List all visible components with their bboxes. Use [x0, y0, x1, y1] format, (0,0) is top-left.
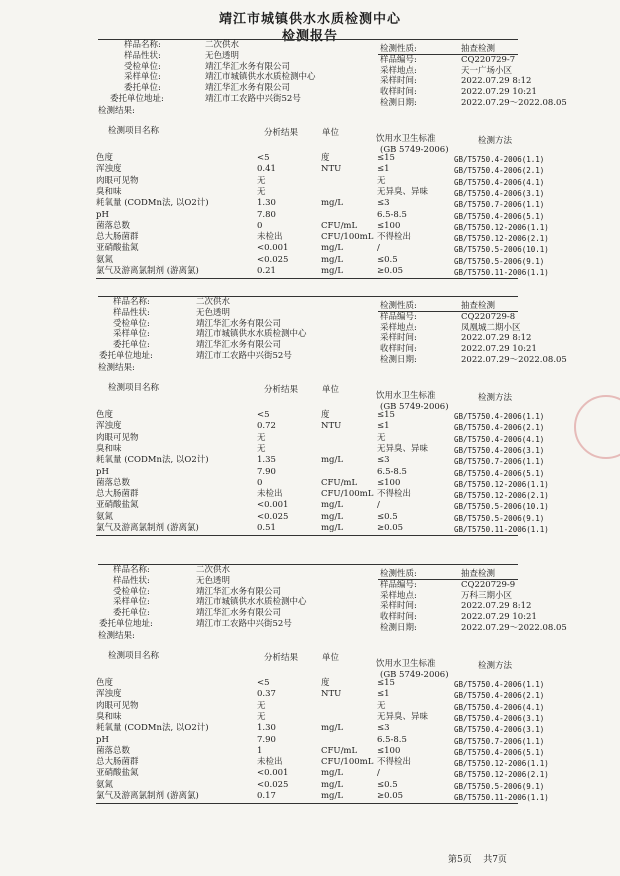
value-client-unit: 靖江华汇水务有限公司: [196, 340, 282, 351]
value-sample-no: CQ220729-8: [461, 311, 516, 322]
row-item: 肉眼可见物: [96, 432, 139, 443]
row-item: 氨氮: [96, 511, 114, 522]
right-header-rule: [378, 54, 518, 55]
row-standard: ≤1: [377, 421, 390, 432]
section-top-rule: [98, 296, 518, 297]
row-standard: 6.5-8.5: [377, 734, 407, 745]
row-method: GB/T5750.12-2006(2.1): [454, 234, 549, 244]
label-test-nature: 检测性质:: [380, 301, 417, 311]
row-result: 0.17: [257, 791, 276, 801]
value-client-unit: 靖江华汇水务有限公司: [205, 83, 291, 94]
row-standard: 6.5-8.5: [377, 466, 407, 477]
row-result: <0.001: [257, 768, 289, 779]
row-unit: mg/L: [321, 243, 344, 254]
value-inspected-unit: 靖江华汇水务有限公司: [196, 318, 282, 329]
row-result: 0.21: [257, 266, 276, 276]
row-result: <0.001: [257, 243, 289, 254]
value-receive-time: 2022.07.29 10:21: [461, 612, 537, 623]
org-title: 靖江市城镇供水水质检测中心: [218, 12, 401, 27]
label-sample-name: 样品名称:: [113, 297, 150, 307]
section-top-rule: [98, 564, 518, 565]
row-item: 浑浊度: [96, 164, 122, 175]
row-unit: mg/L: [321, 723, 344, 734]
row-result: <5: [257, 410, 270, 420]
row-result: 无: [257, 443, 266, 454]
row-result: 7.90: [257, 734, 276, 745]
label-sampling-unit: 采样单位:: [113, 329, 150, 340]
row-result: 1.30: [257, 198, 276, 209]
label-client-unit: 委托单位:: [124, 83, 161, 94]
label-sampling-time: 采样时间:: [380, 601, 417, 612]
label-sample-name: 样品名称:: [113, 565, 150, 575]
row-standard: ≤15: [377, 410, 395, 420]
row-method: GB/T5750.4-2006(2.1): [454, 423, 545, 433]
row-result: 未检出: [257, 489, 283, 500]
value-sample-nature: 无色透明: [196, 307, 231, 318]
row-item: 臭和味: [96, 711, 122, 722]
label-client-address: 委托单位地址:: [110, 94, 164, 104]
label-test-nature: 检测性质:: [380, 44, 417, 54]
row-item: 浑浊度: [96, 689, 122, 700]
row-item: 亚硝酸盐氮: [96, 500, 139, 511]
label-sampling-time: 采样时间:: [380, 333, 417, 344]
label-test-nature: 检测性质:: [380, 569, 417, 579]
row-method: GB/T5750.4-2006(1.1): [454, 412, 545, 421]
row-item: 总大肠菌群: [96, 489, 139, 500]
value-sampling-unit: 靖江市城镇供水水质检测中心: [196, 597, 307, 608]
row-standard: 无: [377, 432, 386, 443]
value-sample-name: 二次供水: [196, 565, 231, 575]
row-unit: 度: [321, 678, 330, 688]
row-item: pH: [96, 466, 109, 477]
row-standard: 不得检出: [377, 757, 412, 768]
row-result: 0: [257, 477, 263, 488]
label-receive-time: 收样时间:: [380, 87, 417, 98]
row-result: 未检出: [257, 232, 283, 243]
row-unit: CFU/100mL: [321, 757, 374, 768]
row-unit: NTU: [321, 689, 342, 700]
row-item: 耗氧量 (CODMn法, 以O2计): [96, 723, 209, 734]
row-unit: CFU/100mL: [321, 489, 374, 500]
label-results: 检测结果:: [98, 363, 135, 373]
row-standard: 无异臭、异味: [377, 186, 429, 197]
section-bottom-rule: [96, 803, 518, 804]
value-sampling-time: 2022.07.29 8:12: [461, 333, 532, 344]
row-unit: 度: [321, 410, 330, 420]
label-receive-time: 收样时间:: [380, 344, 417, 355]
column-header-item: 检测项目名称: [108, 126, 160, 136]
value-sample-nature: 无色透明: [196, 575, 231, 586]
row-item: 耗氧量 (CODMn法, 以O2计): [96, 455, 209, 466]
row-standard: ≥0.05: [377, 791, 404, 801]
value-client-unit: 靖江华汇水务有限公司: [196, 608, 282, 619]
row-unit: 度: [321, 153, 330, 163]
row-method: GB/T5750.4-2006(3.1): [454, 725, 545, 735]
value-receive-time: 2022.07.29 10:21: [461, 344, 537, 355]
column-header-standard-code: (GB 5749-2006): [380, 145, 449, 155]
label-client-unit: 委托单位:: [113, 608, 150, 619]
value-sampling-site: 天一广场小区: [461, 65, 513, 76]
row-item: 亚硝酸盐氮: [96, 243, 139, 254]
row-unit: mg/L: [321, 791, 344, 801]
row-method: GB/T5750.5-2006(9.1): [454, 781, 545, 791]
value-test-date: 2022.07.29～2022.08.05: [461, 623, 567, 633]
value-sampling-time: 2022.07.29 8:12: [461, 601, 532, 612]
row-item: 臭和味: [96, 186, 122, 197]
label-inspected-unit: 受检单位:: [113, 318, 150, 329]
row-standard: 无: [377, 700, 386, 711]
column-header-standard: 饮用水卫生标准: [376, 134, 436, 144]
row-unit: mg/L: [321, 523, 344, 533]
row-result: 1: [257, 745, 263, 756]
row-unit: mg/L: [321, 198, 344, 209]
label-sampling-site: 采样地点:: [380, 590, 417, 601]
column-header-standard: 饮用水卫生标准: [376, 659, 436, 669]
row-item: 菌落总数: [96, 477, 131, 488]
row-method: GB/T5750.12-2006(1.1): [454, 759, 549, 769]
row-unit: CFU/mL: [321, 220, 358, 231]
section-bottom-rule: [96, 278, 518, 279]
column-header-standard: 饮用水卫生标准: [376, 391, 436, 401]
row-result: <0.025: [257, 779, 289, 790]
row-item: 总大肠菌群: [96, 757, 139, 768]
row-method: GB/T5750.12-2006(1.1): [454, 479, 549, 489]
page-total: 共7页: [483, 855, 507, 865]
row-unit: mg/L: [321, 768, 344, 779]
label-sample-nature: 样品性状:: [124, 50, 161, 61]
row-unit: mg/L: [321, 455, 344, 466]
label-sampling-time: 采样时间:: [380, 76, 417, 87]
label-test-date: 检测日期:: [380, 355, 417, 365]
column-header-standard-code: (GB 5749-2006): [380, 670, 449, 680]
row-result: 1.35: [257, 455, 276, 466]
row-item: 氯气及游离氯制剂 (游离氯): [96, 523, 199, 533]
value-sample-name: 二次供水: [196, 297, 231, 307]
row-method: GB/T5750.4-2006(4.1): [454, 702, 545, 712]
row-method: GB/T5750.5-2006(10.1): [454, 245, 549, 255]
label-results: 检测结果:: [98, 631, 135, 641]
row-method: GB/T5750.4-2006(5.1): [454, 211, 545, 221]
row-result: 0.37: [257, 689, 276, 700]
row-unit: mg/L: [321, 266, 344, 276]
column-header-item: 检测项目名称: [108, 651, 160, 661]
row-result: 无: [257, 711, 266, 722]
row-standard: ≤0.5: [377, 511, 398, 522]
value-client-address: 靖江市工农路中兴街52号: [196, 619, 292, 629]
column-header-method: 检测方法: [478, 661, 513, 671]
row-item: 色度: [96, 678, 114, 688]
row-unit: CFU/mL: [321, 745, 358, 756]
column-header-result: 分析结果: [264, 385, 299, 395]
row-standard: 无: [377, 175, 386, 186]
row-method: GB/T5750.4-2006(1.1): [454, 155, 545, 164]
row-standard: /: [377, 243, 380, 254]
section-bottom-rule: [96, 535, 518, 536]
row-method: GB/T5750.4-2006(1.1): [454, 680, 545, 689]
row-method: GB/T5750.7-2006(1.1): [454, 736, 545, 746]
column-header-item: 检测项目名称: [108, 383, 160, 393]
row-standard: ≤3: [377, 723, 390, 734]
row-standard: ≤1: [377, 164, 390, 175]
value-test-nature: 抽查检测: [461, 44, 496, 54]
row-item: 色度: [96, 153, 114, 163]
row-standard: ≤15: [377, 678, 395, 688]
row-item: 氨氮: [96, 779, 114, 790]
row-standard: 无异臭、异味: [377, 711, 429, 722]
column-header-unit: 单位: [322, 653, 340, 663]
row-standard: ≥0.05: [377, 523, 404, 533]
row-result: <0.001: [257, 500, 289, 511]
value-client-address: 靖江市工农路中兴街52号: [196, 351, 292, 361]
row-result: <5: [257, 678, 270, 688]
label-sampling-unit: 采样单位:: [113, 597, 150, 608]
value-sampling-unit: 靖江市城镇供水水质检测中心: [205, 72, 316, 83]
row-item: 氯气及游离氯制剂 (游离氯): [96, 791, 199, 801]
row-method: GB/T5750.4-2006(3.1): [454, 713, 545, 723]
row-standard: ≤0.5: [377, 254, 398, 265]
row-method: GB/T5750.4-2006(3.1): [454, 188, 545, 198]
value-test-date: 2022.07.29～2022.08.05: [461, 355, 567, 365]
row-unit: mg/L: [321, 254, 344, 265]
row-result: <0.025: [257, 254, 289, 265]
label-sample-nature: 样品性状:: [113, 307, 150, 318]
row-method: GB/T5750.12-2006(1.1): [454, 222, 549, 232]
row-method: GB/T5750.4-2006(4.1): [454, 177, 545, 187]
value-inspected-unit: 靖江华汇水务有限公司: [205, 61, 291, 72]
row-result: <5: [257, 153, 270, 163]
row-item: 浑浊度: [96, 421, 122, 432]
value-inspected-unit: 靖江华汇水务有限公司: [196, 586, 282, 597]
label-inspected-unit: 受检单位:: [113, 586, 150, 597]
row-unit: mg/L: [321, 500, 344, 511]
seal-stamp: [574, 395, 620, 459]
row-result: 无: [257, 186, 266, 197]
row-result: 未检出: [257, 757, 283, 768]
value-sample-no: CQ220729-7: [461, 54, 516, 65]
row-result: 0.41: [257, 164, 276, 175]
label-test-date: 检测日期:: [380, 623, 417, 633]
row-item: 臭和味: [96, 443, 122, 454]
row-method: GB/T5750.11-2006(1.1): [454, 525, 549, 534]
row-unit: mg/L: [321, 511, 344, 522]
value-receive-time: 2022.07.29 10:21: [461, 87, 537, 98]
label-receive-time: 收样时间:: [380, 612, 417, 623]
value-sampling-site: 万科三期小区: [461, 590, 513, 601]
row-method: GB/T5750.12-2006(2.1): [454, 770, 549, 780]
row-standard: ≥0.05: [377, 266, 404, 276]
value-sample-name: 二次供水: [205, 40, 240, 50]
row-method: GB/T5750.12-2006(2.1): [454, 491, 549, 501]
row-result: 0: [257, 220, 263, 231]
row-standard: 6.5-8.5: [377, 209, 407, 220]
row-result: 0.51: [257, 523, 276, 533]
row-item: 色度: [96, 410, 114, 420]
label-sampling-site: 采样地点:: [380, 322, 417, 333]
right-header-rule: [378, 311, 518, 312]
column-header-result: 分析结果: [264, 128, 299, 138]
row-standard: 不得检出: [377, 232, 412, 243]
row-result: 1.30: [257, 723, 276, 734]
row-method: GB/T5750.7-2006(1.1): [454, 200, 545, 210]
row-standard: ≤3: [377, 198, 390, 209]
value-client-address: 靖江市工农路中兴街52号: [205, 94, 301, 104]
row-standard: /: [377, 768, 380, 779]
row-item: 肉眼可见物: [96, 175, 139, 186]
row-method: GB/T5750.5-2006(10.1): [454, 502, 549, 512]
label-results: 检测结果:: [98, 106, 135, 116]
row-method: GB/T5750.4-2006(4.1): [454, 434, 545, 444]
label-client-address: 委托单位地址:: [99, 619, 153, 629]
column-header-standard-code: (GB 5749-2006): [380, 402, 449, 412]
row-standard: ≤100: [377, 745, 401, 756]
row-method: GB/T5750.11-2006(1.1): [454, 268, 549, 277]
row-item: 总大肠菌群: [96, 232, 139, 243]
label-inspected-unit: 受检单位:: [124, 61, 161, 72]
label-sample-no: 样品编号:: [380, 311, 417, 322]
page-footer: [448, 852, 507, 865]
row-standard: ≤100: [377, 477, 401, 488]
label-sample-no: 样品编号:: [380, 579, 417, 590]
row-item: 氯气及游离氯制剂 (游离氯): [96, 266, 199, 276]
row-item: 耗氧量 (CODMn法, 以O2计): [96, 198, 209, 209]
row-result: 无: [257, 175, 266, 186]
column-header-unit: 单位: [322, 128, 340, 138]
row-item: 肉眼可见物: [96, 700, 139, 711]
row-standard: ≤1: [377, 689, 390, 700]
row-unit: NTU: [321, 164, 342, 175]
row-standard: ≤15: [377, 153, 395, 163]
row-method: GB/T5750.5-2006(9.1): [454, 256, 545, 266]
row-method: GB/T5750.11-2006(1.1): [454, 793, 549, 802]
row-standard: ≤3: [377, 455, 390, 466]
row-unit: CFU/mL: [321, 477, 358, 488]
label-client-address: 委托单位地址:: [99, 351, 153, 361]
row-item: 氨氮: [96, 254, 114, 265]
row-method: GB/T5750.7-2006(1.1): [454, 457, 545, 467]
row-result: 0.72: [257, 421, 276, 432]
label-sample-no: 样品编号:: [380, 54, 417, 65]
label-sampling-site: 采样地点:: [380, 65, 417, 76]
value-sampling-site: 凤凰城二期小区: [461, 322, 521, 333]
value-sampling-unit: 靖江市城镇供水水质检测中心: [196, 329, 307, 340]
label-client-unit: 委托单位:: [113, 340, 150, 351]
row-standard: 无异臭、异味: [377, 443, 429, 454]
row-method: GB/T5750.4-2006(5.1): [454, 468, 545, 478]
row-item: pH: [96, 734, 109, 745]
row-unit: mg/L: [321, 779, 344, 790]
row-unit: CFU/100mL: [321, 232, 374, 243]
label-sample-nature: 样品性状:: [113, 575, 150, 586]
value-test-date: 2022.07.29～2022.08.05: [461, 98, 567, 108]
row-standard: ≤100: [377, 220, 401, 231]
value-sample-nature: 无色透明: [205, 50, 240, 61]
row-standard: /: [377, 500, 380, 511]
row-result: 无: [257, 432, 266, 443]
row-standard: ≤0.5: [377, 779, 398, 790]
row-item: 菌落总数: [96, 745, 131, 756]
row-item: 菌落总数: [96, 220, 131, 231]
row-result: 7.90: [257, 466, 276, 477]
column-header-method: 检测方法: [478, 393, 513, 403]
row-unit: NTU: [321, 421, 342, 432]
column-header-result: 分析结果: [264, 653, 299, 663]
column-header-unit: 单位: [322, 385, 340, 395]
value-sample-no: CQ220729-9: [461, 579, 516, 590]
label-sample-name: 样品名称:: [124, 40, 161, 50]
row-result: 无: [257, 700, 266, 711]
value-sampling-time: 2022.07.29 8:12: [461, 76, 532, 87]
row-result: <0.025: [257, 511, 289, 522]
section-top-rule: [98, 39, 518, 40]
row-method: GB/T5750.4-2006(2.1): [454, 166, 545, 176]
right-header-rule: [378, 579, 518, 580]
row-item: pH: [96, 209, 109, 220]
value-test-nature: 抽查检测: [461, 569, 496, 579]
report-title: 检测报告: [281, 29, 338, 44]
row-method: GB/T5750.4-2006(5.1): [454, 747, 545, 757]
value-test-nature: 抽查检测: [461, 301, 496, 311]
row-method: GB/T5750.4-2006(2.1): [454, 691, 545, 701]
row-item: 亚硝酸盐氮: [96, 768, 139, 779]
label-sampling-unit: 采样单位:: [124, 72, 161, 83]
row-standard: 不得检出: [377, 489, 412, 500]
row-result: 7.80: [257, 209, 276, 220]
row-method: GB/T5750.5-2006(9.1): [454, 513, 545, 523]
page-number: 第5页: [448, 855, 472, 865]
column-header-method: 检测方法: [478, 136, 513, 146]
label-test-date: 检测日期:: [380, 98, 417, 108]
row-method: GB/T5750.4-2006(3.1): [454, 445, 545, 455]
